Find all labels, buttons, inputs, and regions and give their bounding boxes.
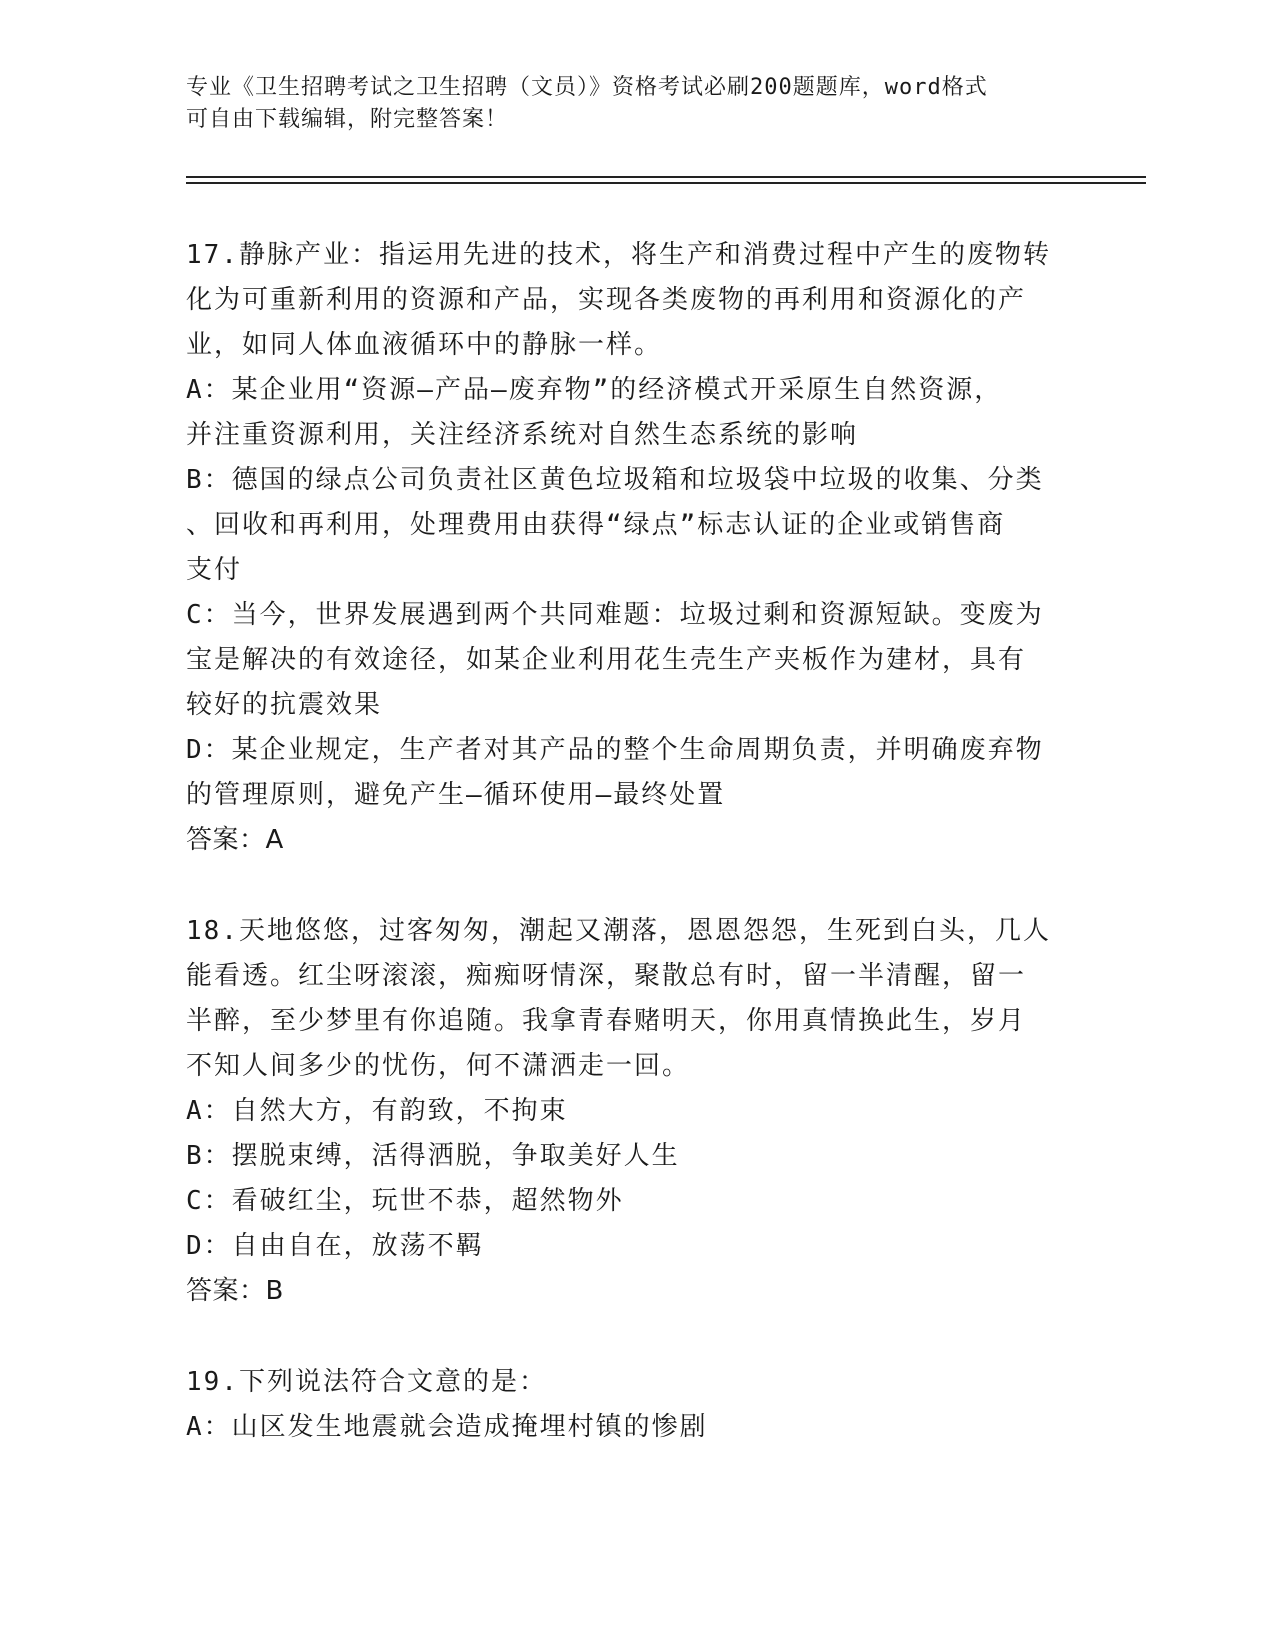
option-c-line: C：看破红尘，玩世不恭，超然物外: [186, 1186, 624, 1216]
header-line-1: 专业《卫生招聘考试之卫生招聘（文员）》资格考试必刷200题题库，word格式: [186, 75, 988, 100]
option-c-line: 宝是解决的有效途径，如某企业利用花生壳生产夹板作为建材，具有: [186, 645, 1027, 675]
document-header: [186, 72, 1066, 136]
question-spacer: [186, 1314, 1066, 1360]
question-stem-line: 18.天地悠悠，过客匆匆，潮起又潮落，恩恩怨怨，生死到白头，几人: [186, 916, 1051, 946]
question-list: [186, 233, 1066, 1450]
option-b-line: B：摆脱束缚，活得洒脱，争取美好人生: [186, 1141, 680, 1171]
answer-label: 答案：B: [186, 1276, 284, 1306]
option-b-line: 支付: [186, 555, 243, 585]
answer-label: 答案：A: [186, 825, 284, 855]
option-c-line: 较好的抗震效果: [186, 690, 383, 720]
question-stem-line: 17.静脉产业：指运用先进的技术，将生产和消费过程中产生的废物转: [186, 240, 1051, 270]
header-divider-top: [186, 176, 1146, 178]
question-stem-line: 半醉，至少梦里有你追随。我拿青春赌明天，你用真情换此生，岁月: [186, 1006, 1027, 1036]
header-line-2: 可自由下载编辑，附完整答案！: [186, 107, 509, 132]
option-d-line: D：自由自在，放荡不羁: [186, 1231, 484, 1261]
question-stem-line: 能看透。红尘呀滚滚，痴痴呀情深，聚散总有时，留一半清醒，留一: [186, 961, 1027, 991]
option-b-line: B：德国的绿点公司负责社区黄色垃圾箱和垃圾袋中垃圾的收集、分类: [186, 465, 1044, 495]
option-d-line: D：某企业规定，生产者对其产品的整个生命周期负责，并明确废弃物: [186, 735, 1044, 765]
option-a-line: A：某企业用“资源—产品—废弃物”的经济模式开采原生自然资源，: [186, 375, 1003, 405]
question-17: [186, 233, 1066, 863]
header-divider-bottom: [186, 182, 1146, 184]
question-stem-line: 19.下列说法符合文意的是：: [186, 1367, 547, 1397]
question-stem-line: 业，如同人体血液循环中的静脉一样。: [186, 330, 663, 360]
question-18: [186, 909, 1066, 1314]
question-stem-line: 化为可重新利用的资源和产品，实现各类废物的再利用和资源化的产: [186, 285, 1027, 315]
option-b-line: 、回收和再利用，处理费用由获得“绿点”标志认证的企业或销售商: [186, 510, 1006, 540]
option-a-line: A：自然大方，有韵致，不拘束: [186, 1096, 568, 1126]
option-a-line: A：山区发生地震就会造成掩埋村镇的惨剧: [186, 1412, 708, 1442]
option-a-line: 并注重资源利用，关注经济系统对自然生态系统的影响: [186, 420, 859, 450]
option-c-line: C：当今，世界发展遇到两个共同难题：垃圾过剩和资源短缺。变废为: [186, 600, 1044, 630]
question-stem-line: 不知人间多少的忧伤，何不潇洒走一回。: [186, 1051, 691, 1081]
question-spacer: [186, 863, 1066, 909]
question-19: [186, 1360, 1066, 1450]
option-d-line: 的管理原则，避免产生—循环使用—最终处置: [186, 780, 726, 810]
